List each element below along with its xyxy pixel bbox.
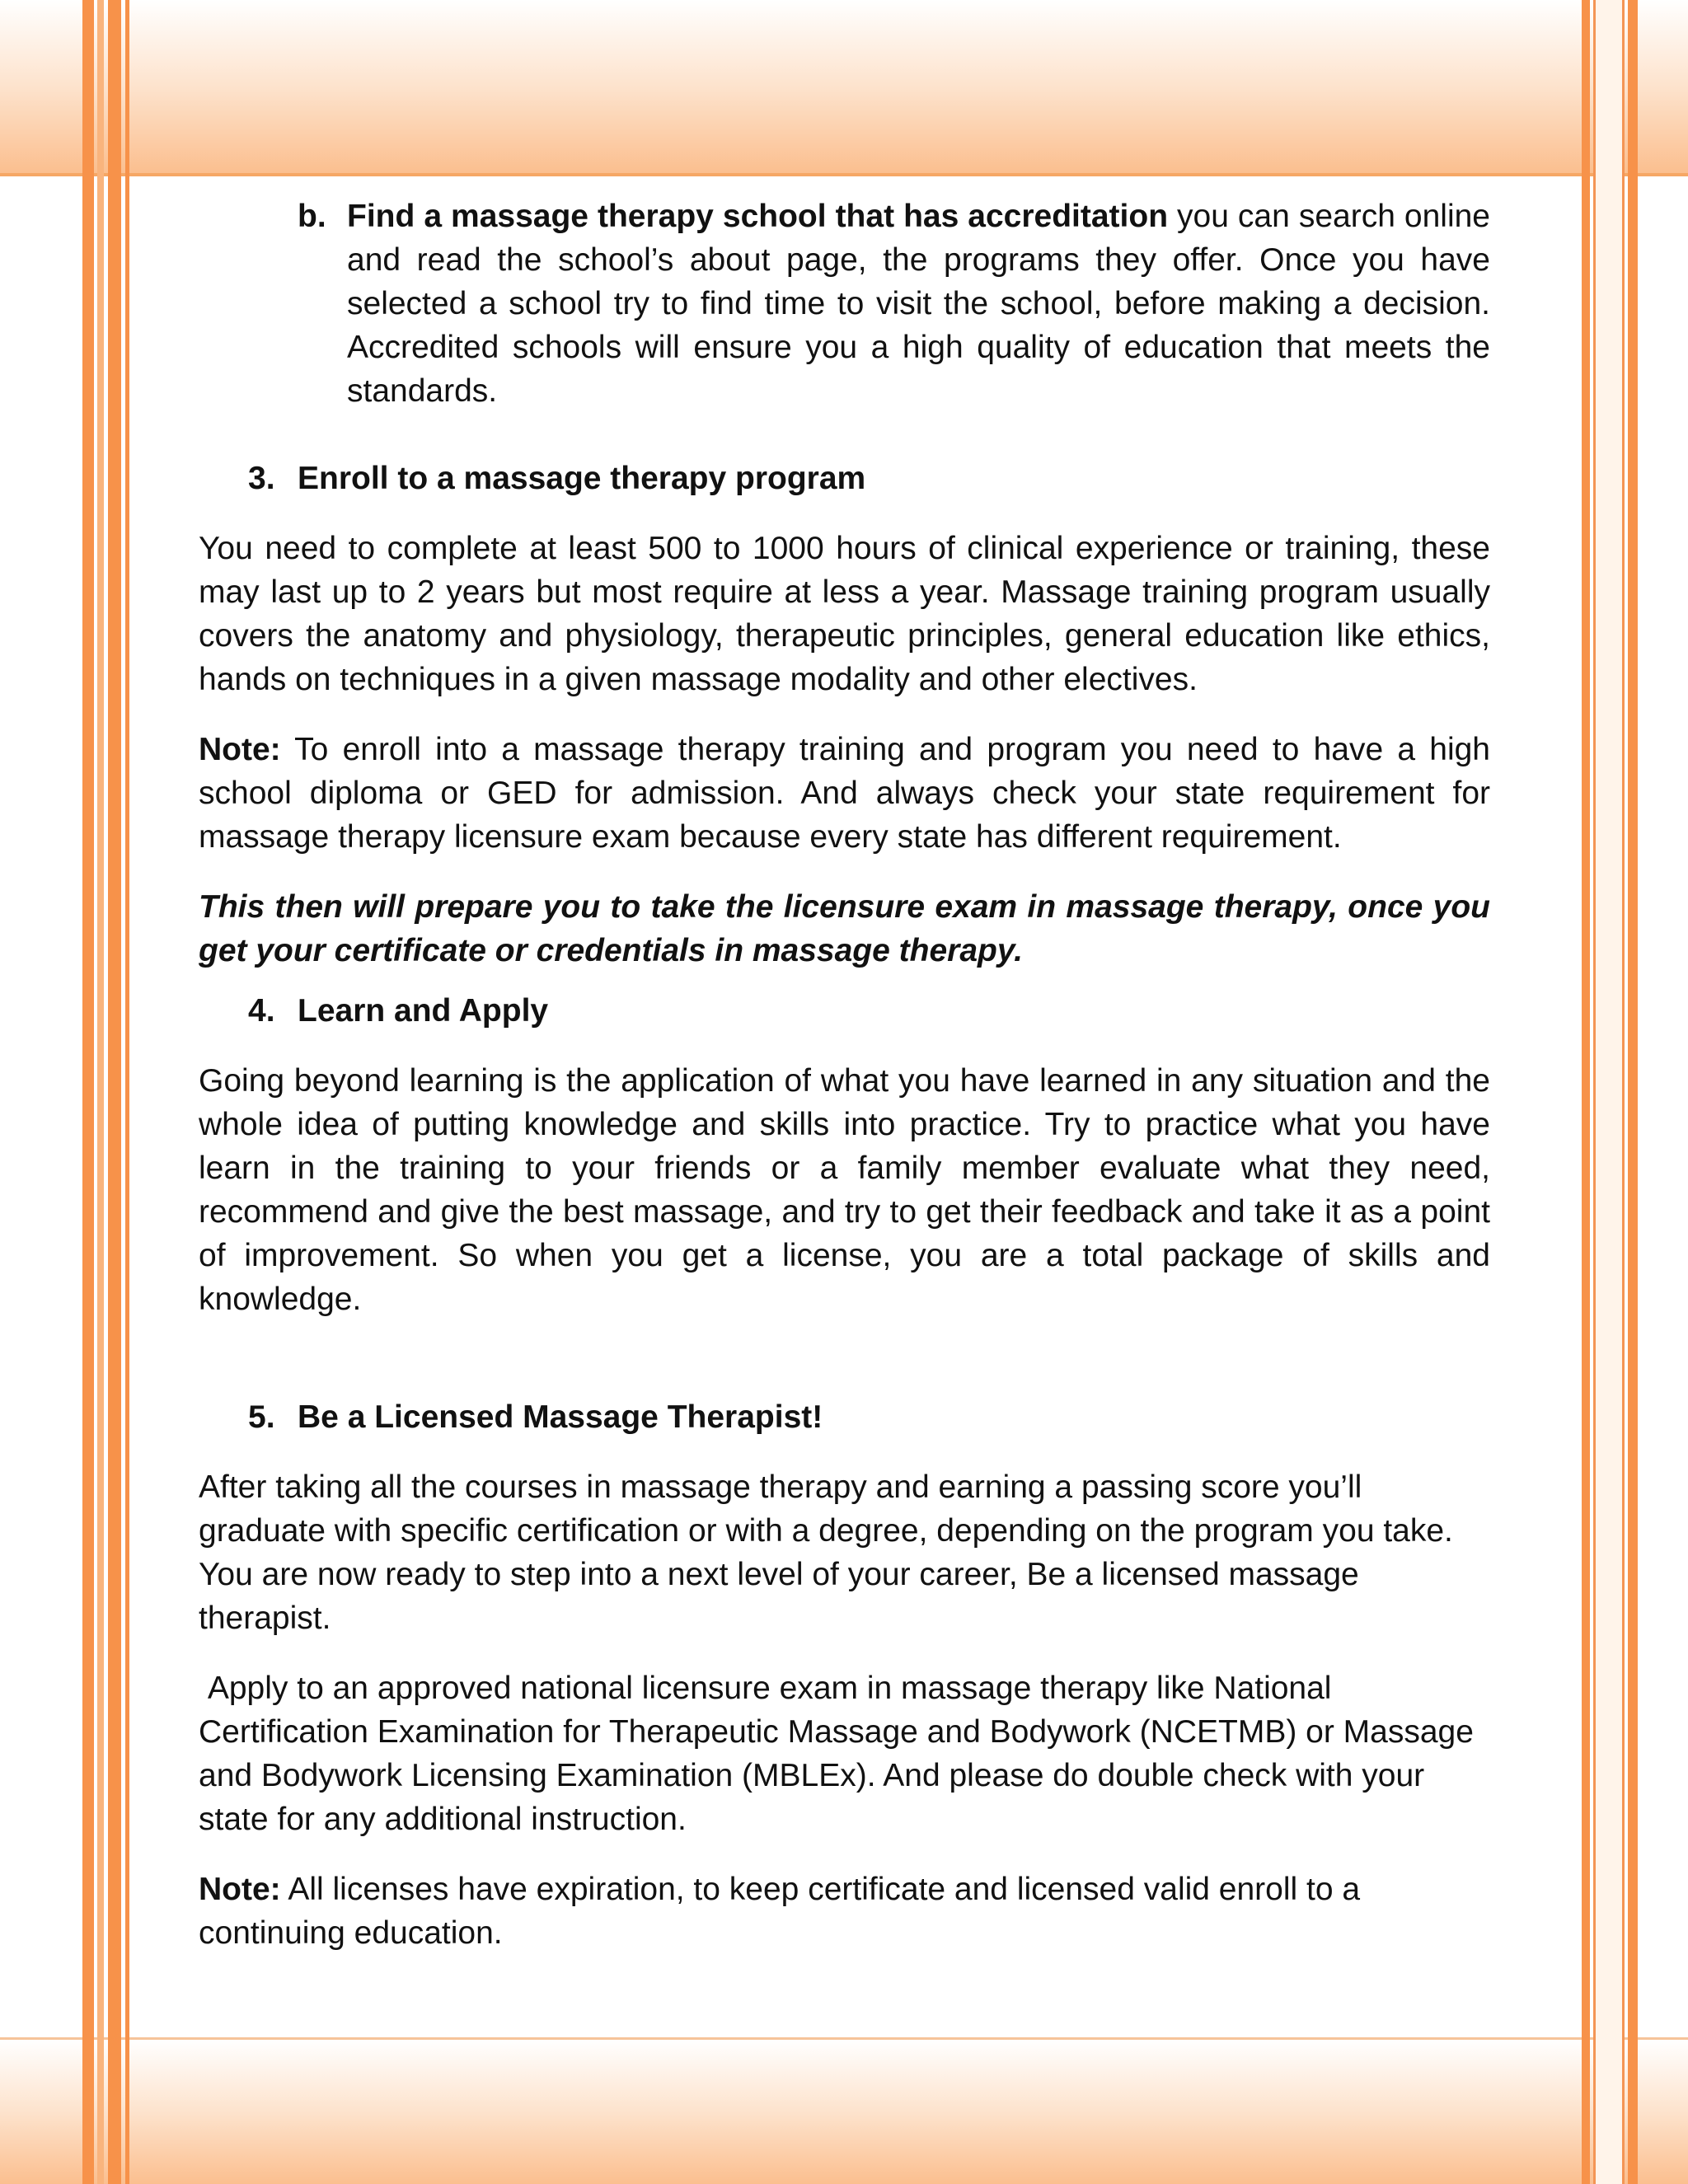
heading-title: Be a Licensed Massage Therapist! xyxy=(298,1399,823,1435)
note-text: All licenses have expiration, to keep certificate and licensed valid enroll to a continuing education. xyxy=(199,1872,1361,1951)
footer-band xyxy=(0,2037,1688,2184)
list-item-bold-lead: Find a massage therapy school that has accreditation xyxy=(347,199,1169,234)
heading-title: Enroll to a massage therapy program xyxy=(298,461,866,496)
note-label: Note: xyxy=(199,732,281,767)
note-label: Note: xyxy=(199,1872,281,1907)
paragraph: After taking all the courses in massage therapy and earning a passing score you’ll graduate with specific certification or with a degree, depending on the program you take. You are now ready to step into a next level of your career, Be a licensed massage therapist. xyxy=(199,1469,1453,1636)
document-body xyxy=(199,194,1490,1981)
heading-number: 3. xyxy=(248,461,275,496)
section-heading-4 xyxy=(248,989,1490,1033)
note-paragraph xyxy=(199,1868,1490,1955)
left-border-stripe xyxy=(97,0,104,2184)
heading-number: 4. xyxy=(248,993,275,1029)
right-border-stripe xyxy=(1593,0,1625,2184)
note-paragraph xyxy=(199,728,1490,859)
emphasis-paragraph: This then will prepare you to take the licensure exam in massage therapy, once you get your certificate or credentials in massage therapy. xyxy=(199,889,1490,968)
paragraph: You need to complete at least 500 to 1000 hours of clinical experience or training, these may last up to 2 years but most require at less a year. Massage training program usually covers the anatomy and physiology, therapeutic principles, general education like ethics, hands on techniques in a given massage modality and other electives. xyxy=(199,531,1490,697)
right-border-stripe xyxy=(1582,0,1590,2184)
left-border-stripe xyxy=(108,0,121,2184)
paragraph: Apply to an approved national licensure exam in massage therapy like National Certification Examination for Therapeutic Massage and Bodywork (NCETMB) or Massage and Bodywork Licensing Examination (MBLEx). And please do double check with your state for any additional instruction. xyxy=(199,1671,1483,1837)
paragraph: Going beyond learning is the application of what you have learned in any situation and the whole idea of putting knowledge and skills into practice. Try to practice what you have learn in the training to your friends or a family member evaluate what they need, recommend and give the best massage, and try to get their feedback and take it as a point of improvement. So when you get a license, you are a total package of skills and knowledge. xyxy=(199,1063,1490,1317)
right-border-stripe xyxy=(1628,0,1638,2184)
note-text: To enroll into a massage therapy training and program you need to have a high school diploma or GED for admission. And always check your state requirement for massage therapy licensure exam because every state has different requirement. xyxy=(199,732,1490,855)
left-border-stripe xyxy=(82,0,94,2184)
list-marker: b. xyxy=(298,199,326,234)
header-band xyxy=(0,0,1688,176)
list-item-b xyxy=(298,194,1490,413)
heading-title: Learn and Apply xyxy=(298,993,549,1029)
list-item-text: you can search online and read the school’s about page, the programs they offer. Once you have selected a school try to find time to visit the school, before making a decision. Accredited schools will ensure you a high quality of education that meets the standards. xyxy=(347,199,1490,409)
heading-number: 5. xyxy=(248,1399,275,1435)
section-heading-5 xyxy=(248,1395,1490,1439)
section-heading-3 xyxy=(248,457,1490,500)
left-border-stripe xyxy=(125,0,129,2184)
